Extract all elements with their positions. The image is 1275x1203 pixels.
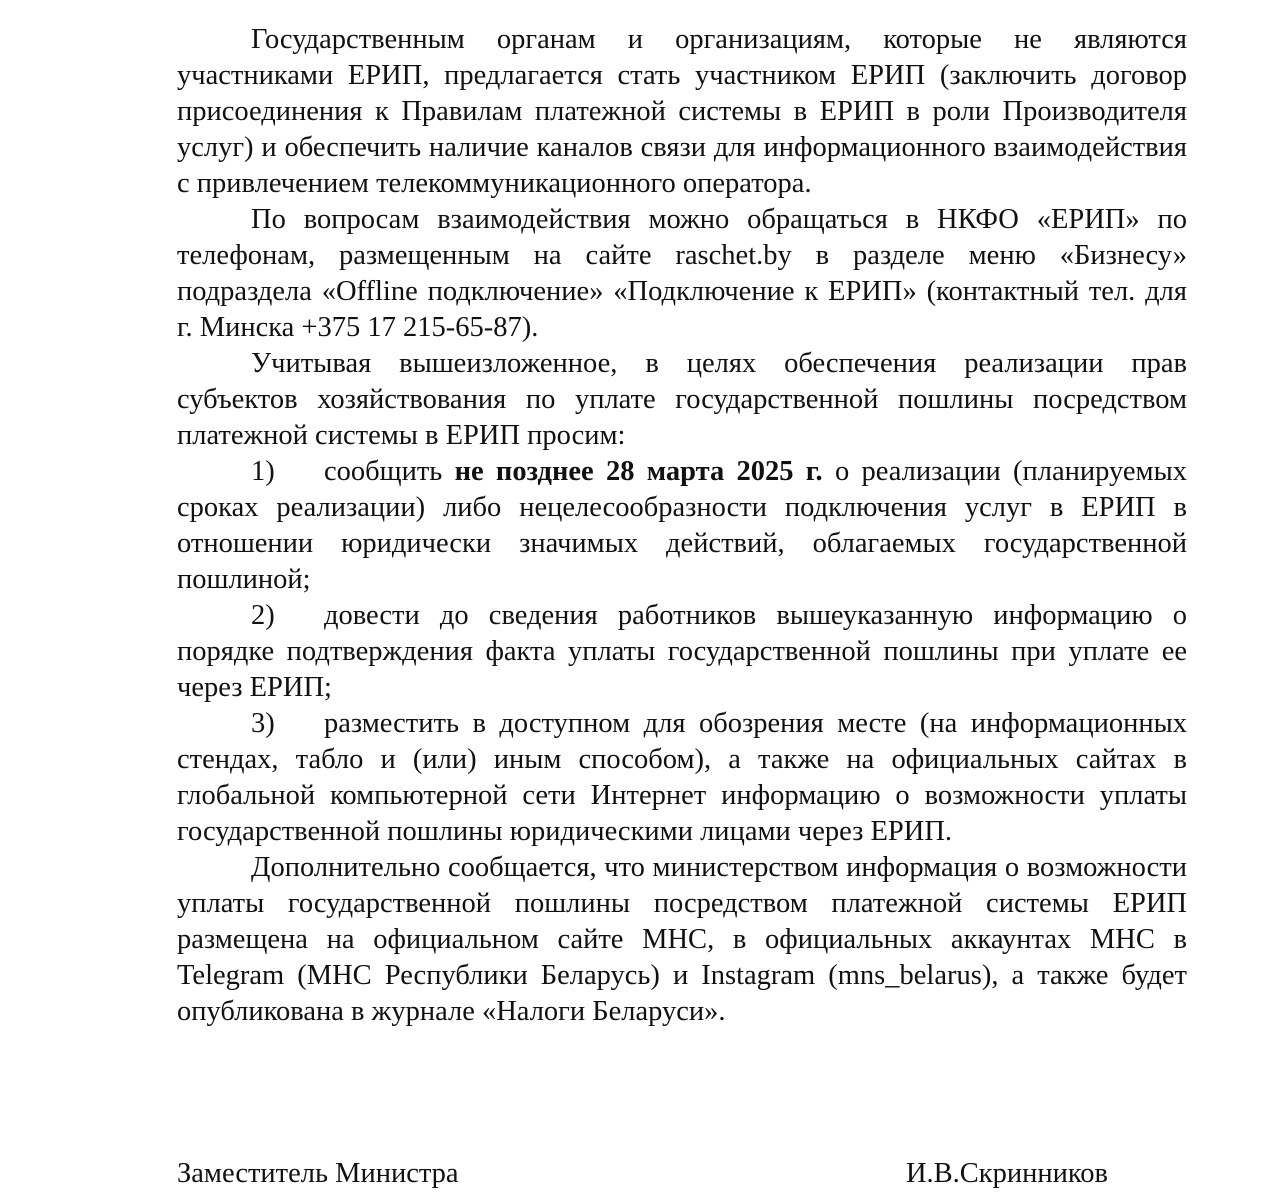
paragraph-request: Учитывая вышеизложенное, в целях обеспечения реализации прав субъектов хозяйствования по уплате государственной пошлины посредством платежной системы в ЕРИП просим: bbox=[177, 348, 1187, 451]
list-item-2-number: 2) bbox=[251, 600, 275, 631]
list-item-3-text: разместить в доступном для обозрения месте (на информационных стендах, табло и (или) иным способом), а также на официальных сайтах в глобальной компьютерной сети Интернет информацию о возможности уплаты государственной пошлины юридическими лицами через ЕРИП. bbox=[177, 708, 1187, 847]
list-item-1-number: 1) bbox=[251, 456, 275, 487]
list-item-2 bbox=[177, 598, 1187, 706]
signatory-position: Заместитель Министра bbox=[177, 1158, 459, 1189]
paragraph-additional-info: Дополнительно сообщается, что министерством информация о возможности уплаты государственной пошлины посредством платежной системы ЕРИП размещена на официальном сайте МНС, в официальных аккаунтах МНС в Telegram (МНС Республики Беларусь) и Instagram (mns_belarus), а также будет опубликована в журнале «Налоги Беларуси». bbox=[177, 852, 1187, 1027]
list-item-1-text-start: сообщить bbox=[324, 456, 455, 487]
list-item-1 bbox=[177, 454, 1187, 598]
paragraph-non-participants: Государственным органам и организациям, которые не являются участниками ЕРИП, предлагается стать участником ЕРИП (заключить договор присоединения к Правилам платежной системы в ЕРИП в роли Производителя услуг) и обеспечить наличие каналов связи для информационного взаимодействия с привлечением телекоммуникационного оператора. bbox=[177, 24, 1187, 199]
list-item-2-text: довести до сведения работников вышеуказанную информацию о порядке подтверждения факта уплаты государственной пошлины при уплате ее через ЕРИП; bbox=[177, 600, 1187, 703]
list-item-3-number: 3) bbox=[251, 708, 275, 739]
signatory-name: И.В.Скринников bbox=[905, 1158, 1108, 1189]
document-body bbox=[177, 22, 1187, 1030]
paragraph-contacts: По вопросам взаимодействия можно обращаться в НКФО «ЕРИП» по телефонам, размещенным на сайте raschet.by в разделе меню «Бизнесу» подраздела «Offline подключение» «Подключение к ЕРИП» (контактный тел. для г. Минска +375 17 215-65-87). bbox=[177, 204, 1187, 343]
list-item-1-text-end: о реализации (планируемых сроках реализации) либо нецелесообразности подключения услуг в ЕРИП в отношении юридически значимых действий, облагаемых государственной пошлиной; bbox=[177, 456, 1187, 595]
list-item-3 bbox=[177, 706, 1187, 850]
deadline-date: не позднее 28 марта 2025 г. bbox=[454, 456, 823, 487]
